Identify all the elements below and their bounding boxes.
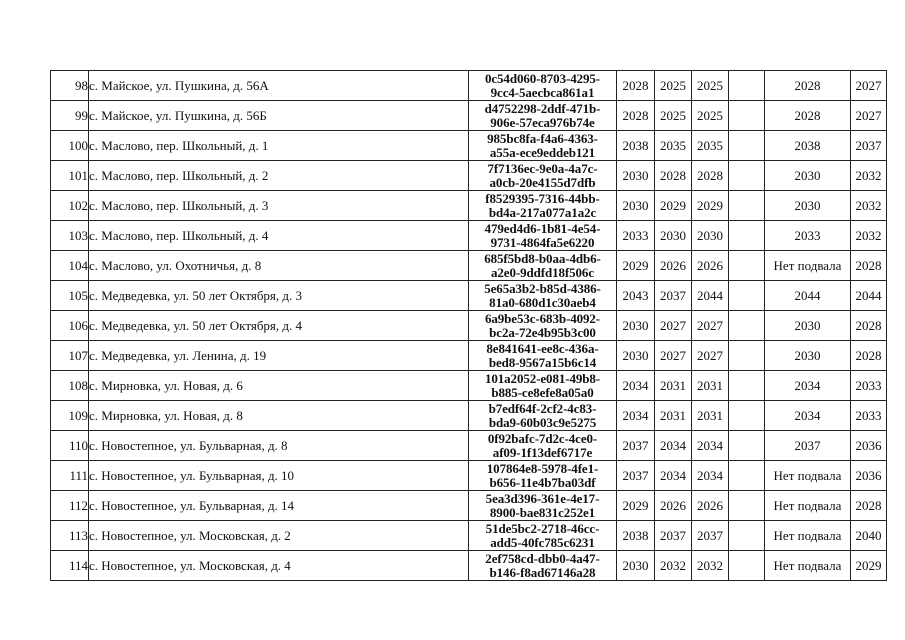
guid-line-2: bed8-9567a15b6c14	[488, 354, 597, 370]
year-cell-4	[729, 461, 765, 491]
guid-line-1: 685f5bd8-b0aa-4db6-	[484, 250, 601, 266]
year-cell-3: 2030	[692, 221, 729, 251]
year-cell-1: 2043	[617, 281, 655, 311]
year-cell-4	[729, 551, 765, 581]
year-cell-5: 2030	[765, 311, 851, 341]
year-cell-6: 2032	[851, 161, 887, 191]
year-cell-1: 2034	[617, 371, 655, 401]
year-cell-1: 2034	[617, 401, 655, 431]
guid-line-2: b656-11e4b7ba03df	[489, 474, 596, 490]
year-cell-5: 2034	[765, 371, 851, 401]
guid-cell	[469, 521, 617, 551]
row-number: 114	[51, 551, 89, 581]
row-number: 113	[51, 521, 89, 551]
guid-cell	[469, 71, 617, 101]
year-cell-2: 2027	[655, 341, 692, 371]
row-number: 112	[51, 491, 89, 521]
table-row	[51, 251, 887, 281]
guid-line-1: 0c54d060-8703-4295-	[484, 70, 601, 86]
table-row	[51, 401, 887, 431]
housing-registry-table	[50, 70, 887, 581]
guid-cell	[469, 431, 617, 461]
guid-cell	[469, 491, 617, 521]
year-cell-1: 2030	[617, 311, 655, 341]
year-cell-2: 2035	[655, 131, 692, 161]
table-row	[51, 341, 887, 371]
year-cell-5: Нет подвала	[765, 491, 851, 521]
table-row	[51, 491, 887, 521]
year-cell-5: 2028	[765, 101, 851, 131]
guid-line-1: 5e65a3b2-b85d-4386-	[484, 280, 601, 296]
row-number: 110	[51, 431, 89, 461]
year-cell-6: 2040	[851, 521, 887, 551]
guid-line-1: 479ed4d6-1b81-4e54-	[484, 220, 601, 236]
year-cell-4	[729, 71, 765, 101]
year-cell-6: 2028	[851, 341, 887, 371]
year-cell-6: 2032	[851, 191, 887, 221]
year-cell-5: Нет подвала	[765, 521, 851, 551]
address-cell: с. Маслово, пер. Школьный, д. 4	[89, 221, 469, 251]
year-cell-6: 2032	[851, 221, 887, 251]
year-cell-6: 2033	[851, 371, 887, 401]
row-number: 105	[51, 281, 89, 311]
address-cell: с. Медведевка, ул. Ленина, д. 19	[89, 341, 469, 371]
guid-line-2: 9731-4864fa5e6220	[490, 234, 595, 250]
year-cell-5: 2030	[765, 161, 851, 191]
year-cell-6: 2033	[851, 401, 887, 431]
year-cell-3: 2034	[692, 461, 729, 491]
guid-cell	[469, 251, 617, 281]
guid-cell	[469, 371, 617, 401]
guid-line-1: 8e841641-ee8c-436a-	[486, 340, 599, 356]
guid-line-2: b885-ce8efe8a05a0	[491, 384, 594, 400]
address-cell: с. Маслово, пер. Школьный, д. 2	[89, 161, 469, 191]
year-cell-1: 2030	[617, 161, 655, 191]
year-cell-5: 2044	[765, 281, 851, 311]
year-cell-5: 2030	[765, 191, 851, 221]
row-number: 102	[51, 191, 89, 221]
year-cell-3: 2032	[692, 551, 729, 581]
table-row	[51, 371, 887, 401]
year-cell-1: 2030	[617, 341, 655, 371]
year-cell-2: 2027	[655, 311, 692, 341]
row-number: 109	[51, 401, 89, 431]
address-cell: с. Маслово, пер. Школьный, д. 3	[89, 191, 469, 221]
year-cell-1: 2037	[617, 431, 655, 461]
address-cell: с. Новостепное, ул. Бульварная, д. 10	[89, 461, 469, 491]
year-cell-5: 2033	[765, 221, 851, 251]
year-cell-1: 2030	[617, 191, 655, 221]
guid-cell	[469, 551, 617, 581]
address-cell: с. Мирновка, ул. Новая, д. 8	[89, 401, 469, 431]
address-cell: с. Новостепное, ул. Московская, д. 2	[89, 521, 469, 551]
year-cell-2: 2030	[655, 221, 692, 251]
table-row	[51, 551, 887, 581]
year-cell-5: 2030	[765, 341, 851, 371]
row-number: 104	[51, 251, 89, 281]
address-cell: с. Майское, ул. Пушкина, д. 56А	[89, 71, 469, 101]
year-cell-6: 2027	[851, 101, 887, 131]
row-number: 107	[51, 341, 89, 371]
year-cell-2: 2029	[655, 191, 692, 221]
guid-cell	[469, 461, 617, 491]
guid-line-1: f8529395-7316-44bb-	[485, 190, 600, 206]
year-cell-3: 2029	[692, 191, 729, 221]
year-cell-4	[729, 431, 765, 461]
row-number: 111	[51, 461, 89, 491]
guid-cell	[469, 281, 617, 311]
year-cell-4	[729, 221, 765, 251]
guid-cell	[469, 341, 617, 371]
guid-line-1: 985bc8fa-f4a6-4363-	[487, 130, 598, 146]
guid-cell	[469, 191, 617, 221]
year-cell-1: 2038	[617, 131, 655, 161]
year-cell-4	[729, 521, 765, 551]
guid-line-2: a0cb-20e4155d7dfb	[489, 174, 596, 190]
guid-line-2: 906e-57eca976b74e	[490, 114, 595, 130]
address-cell: с. Майское, ул. Пушкина, д. 56Б	[89, 101, 469, 131]
year-cell-2: 2034	[655, 431, 692, 461]
year-cell-1: 2029	[617, 491, 655, 521]
table-row	[51, 161, 887, 191]
row-number: 106	[51, 311, 89, 341]
year-cell-6: 2036	[851, 431, 887, 461]
year-cell-4	[729, 161, 765, 191]
year-cell-2: 2037	[655, 281, 692, 311]
guid-line-1: 107864e8-5978-4fe1-	[486, 460, 599, 476]
table-row	[51, 101, 887, 131]
table-row	[51, 221, 887, 251]
year-cell-4	[729, 491, 765, 521]
year-cell-3: 2025	[692, 71, 729, 101]
year-cell-3: 2037	[692, 521, 729, 551]
guid-line-2: a55a-ece9eddeb121	[489, 144, 596, 160]
table-row	[51, 71, 887, 101]
year-cell-5: Нет подвала	[765, 461, 851, 491]
year-cell-4	[729, 371, 765, 401]
guid-line-2: af09-1f13def6717e	[492, 444, 593, 460]
year-cell-1: 2038	[617, 521, 655, 551]
year-cell-1: 2028	[617, 71, 655, 101]
guid-line-2: bd4a-217a077a1a2c	[488, 204, 597, 220]
year-cell-5: 2037	[765, 431, 851, 461]
year-cell-3: 2027	[692, 341, 729, 371]
address-cell: с. Маслово, пер. Школьный, д. 1	[89, 131, 469, 161]
guid-line-2: 81a0-680d1c30aeb4	[489, 294, 596, 310]
year-cell-3: 2035	[692, 131, 729, 161]
address-cell: с. Медведевка, ул. 50 лет Октября, д. 4	[89, 311, 469, 341]
year-cell-4	[729, 251, 765, 281]
guid-line-1: 101a2052-e081-49b8-	[484, 370, 601, 386]
address-cell: с. Маслово, ул. Охотничья, д. 8	[89, 251, 469, 281]
guid-line-2: b146-f8ad67146a28	[489, 564, 596, 580]
row-number: 100	[51, 131, 89, 161]
guid-line-2: bda9-60b03c9e5275	[488, 414, 597, 430]
year-cell-2: 2028	[655, 161, 692, 191]
row-number: 99	[51, 101, 89, 131]
year-cell-5: 2034	[765, 401, 851, 431]
table-row	[51, 431, 887, 461]
table-row	[51, 521, 887, 551]
table-row	[51, 281, 887, 311]
year-cell-3: 2044	[692, 281, 729, 311]
guid-line-1: 0f92bafc-7d2c-4ce0-	[487, 430, 598, 446]
year-cell-2: 2025	[655, 71, 692, 101]
year-cell-2: 2025	[655, 101, 692, 131]
year-cell-5: Нет подвала	[765, 251, 851, 281]
year-cell-3: 2031	[692, 371, 729, 401]
row-number: 101	[51, 161, 89, 191]
table-row	[51, 311, 887, 341]
year-cell-4	[729, 191, 765, 221]
year-cell-6: 2027	[851, 71, 887, 101]
year-cell-5: Нет подвала	[765, 551, 851, 581]
year-cell-3: 2027	[692, 311, 729, 341]
year-cell-4	[729, 311, 765, 341]
guid-line-2: 9cc4-5aecbca861a1	[490, 84, 595, 100]
guid-line-2: 8900-bae831c252e1	[489, 504, 596, 520]
table-row	[51, 191, 887, 221]
guid-cell	[469, 161, 617, 191]
address-cell: с. Новостепное, ул. Московская, д. 4	[89, 551, 469, 581]
guid-cell	[469, 101, 617, 131]
guid-line-1: 6a9be53c-683b-4092-	[484, 310, 601, 326]
year-cell-3: 2026	[692, 491, 729, 521]
year-cell-2: 2026	[655, 491, 692, 521]
year-cell-1: 2030	[617, 551, 655, 581]
year-cell-6: 2028	[851, 311, 887, 341]
year-cell-6: 2029	[851, 551, 887, 581]
year-cell-3: 2034	[692, 431, 729, 461]
year-cell-4	[729, 101, 765, 131]
year-cell-2: 2026	[655, 251, 692, 281]
year-cell-5: 2028	[765, 71, 851, 101]
guid-cell	[469, 311, 617, 341]
guid-line-1: 51de5bc2-2718-46cc-	[485, 520, 600, 536]
year-cell-4	[729, 341, 765, 371]
year-cell-4	[729, 281, 765, 311]
guid-cell	[469, 401, 617, 431]
year-cell-3: 2028	[692, 161, 729, 191]
year-cell-1: 2028	[617, 101, 655, 131]
guid-line-1: 5ea3d396-361e-4e17-	[485, 490, 600, 506]
year-cell-6: 2044	[851, 281, 887, 311]
year-cell-2: 2037	[655, 521, 692, 551]
address-cell: с. Новостепное, ул. Бульварная, д. 8	[89, 431, 469, 461]
year-cell-3: 2031	[692, 401, 729, 431]
table-row	[51, 461, 887, 491]
guid-cell	[469, 221, 617, 251]
address-cell: с. Медведевка, ул. 50 лет Октября, д. 3	[89, 281, 469, 311]
guid-line-1: d4752298-2ddf-471b-	[484, 100, 601, 116]
year-cell-6: 2036	[851, 461, 887, 491]
year-cell-1: 2033	[617, 221, 655, 251]
year-cell-2: 2031	[655, 401, 692, 431]
year-cell-6: 2028	[851, 251, 887, 281]
address-cell: с. Новостепное, ул. Бульварная, д. 14	[89, 491, 469, 521]
year-cell-1: 2029	[617, 251, 655, 281]
guid-line-1: b7edf64f-2cf2-4c83-	[488, 400, 597, 416]
guid-line-1: 7f7136ec-9e0a-4a7c-	[487, 160, 598, 176]
year-cell-2: 2032	[655, 551, 692, 581]
guid-line-2: bc2a-72e4b95b3c00	[489, 324, 596, 340]
year-cell-3: 2025	[692, 101, 729, 131]
guid-line-2: add5-40fc785c6231	[490, 534, 595, 550]
row-number: 103	[51, 221, 89, 251]
year-cell-3: 2026	[692, 251, 729, 281]
year-cell-2: 2031	[655, 371, 692, 401]
guid-line-1: 2ef758cd-dbb0-4a47-	[485, 550, 600, 566]
year-cell-6: 2028	[851, 491, 887, 521]
table-row	[51, 131, 887, 161]
year-cell-4	[729, 131, 765, 161]
address-cell: с. Мирновка, ул. Новая, д. 6	[89, 371, 469, 401]
year-cell-1: 2037	[617, 461, 655, 491]
year-cell-5: 2038	[765, 131, 851, 161]
row-number: 98	[51, 71, 89, 101]
year-cell-6: 2037	[851, 131, 887, 161]
year-cell-2: 2034	[655, 461, 692, 491]
row-number: 108	[51, 371, 89, 401]
guid-line-2: a2e0-9ddfd18f506c	[490, 264, 595, 280]
guid-cell	[469, 131, 617, 161]
year-cell-4	[729, 401, 765, 431]
table-body	[51, 71, 887, 581]
